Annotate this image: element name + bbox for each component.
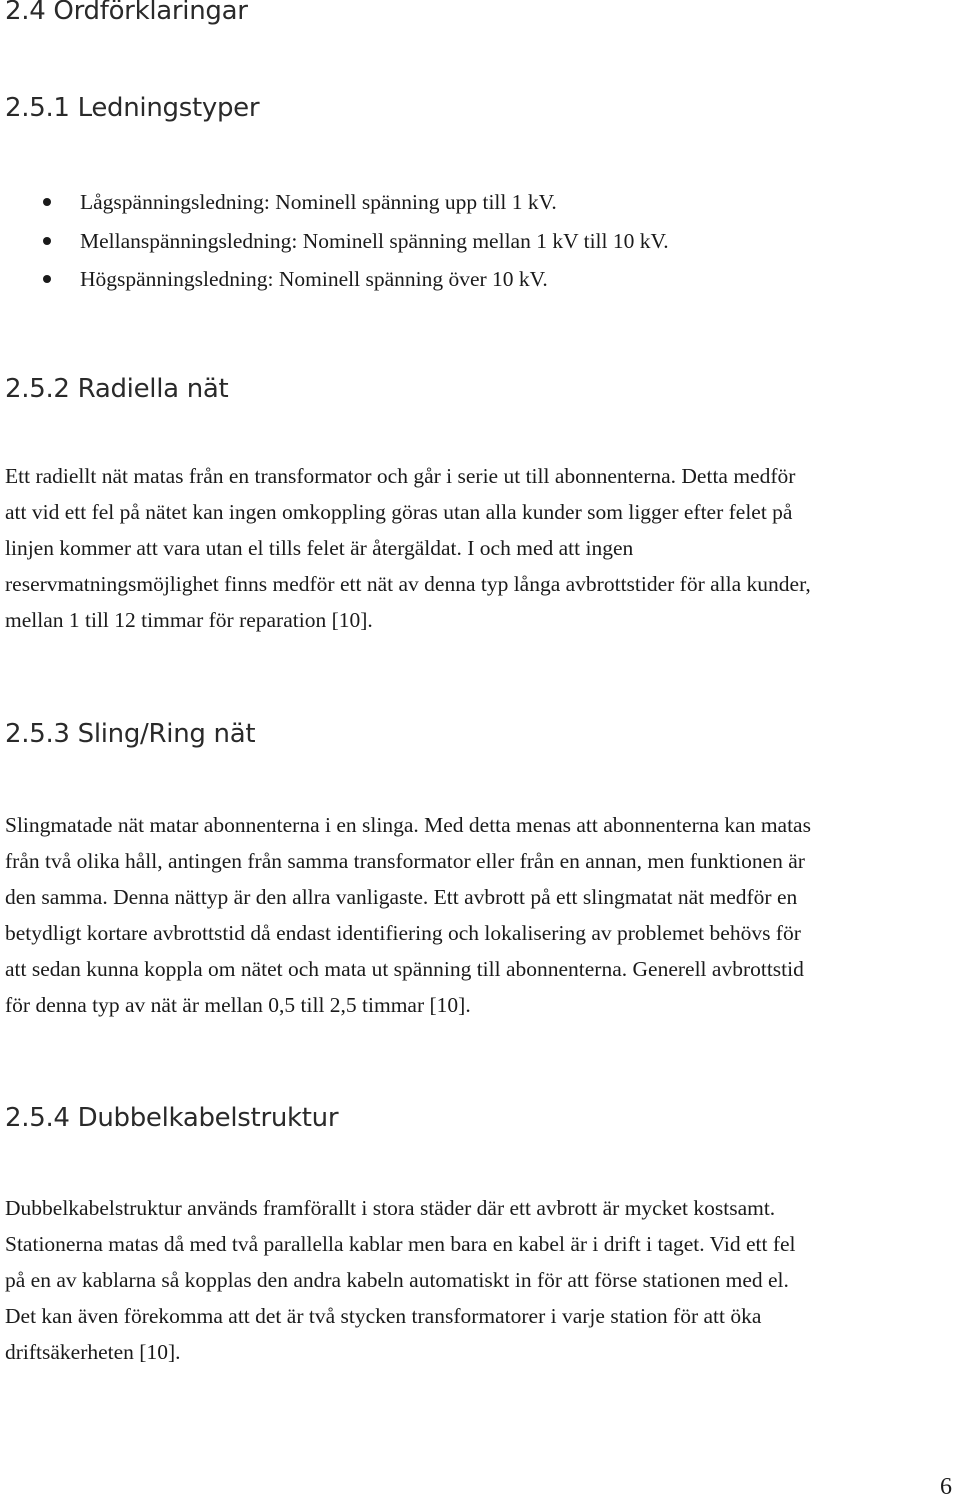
bullet-icon (43, 275, 51, 283)
heading-2-5-2: 2.5.2 Radiella nät (5, 374, 229, 404)
list-item-text: Mellanspänningsledning: Nominell spänning mellan 1 kV till 10 kV. (80, 228, 669, 253)
text-line: att vid ett fel på nätet kan ingen omkoppling göras utan alla kunder som ligger efter felet på (5, 500, 793, 524)
list-item-text: Högspänningsledning: Nominell spänning över 10 kV. (80, 267, 548, 291)
text-line: mellan 1 till 12 timmar för reparation [10]. (5, 608, 373, 632)
text-line: Stationerna matas då med två parallella kablar men bara en kabel är i drift i taget. Vid ett fel (5, 1232, 796, 1256)
list-item (0, 260, 669, 299)
list-item (0, 183, 669, 222)
heading-2-4: 2.4 Ordförklaringar (5, 0, 248, 26)
text-line: betydligt kortare avbrottstid då endast identifiering och lokalisering av problemet behövs för (5, 921, 801, 945)
text-line: reservmatningsmöjlighet finns medför ett nät av denna typ långa avbrottstider för alla kunder, (5, 572, 811, 596)
text-line: Ett radiellt nät matas från en transformator och går i serie ut till abonnenterna. Detta medför (5, 464, 796, 488)
text-line: för denna typ av nät är mellan 0,5 till 2,5 timmar [10]. (5, 993, 471, 1017)
heading-2-5-4: 2.5.4 Dubbelkabelstruktur (5, 1103, 339, 1133)
text-line: på en av kablarna så kopplas den andra kabeln automatiskt in för att förse stationen med el. (5, 1268, 789, 1292)
line-types-list (0, 183, 669, 299)
text-line: driftsäkerheten [10]. (5, 1340, 181, 1364)
heading-2-5-1: 2.5.1 Ledningstyper (5, 93, 260, 123)
bullet-icon (43, 237, 51, 245)
paragraph-sling (5, 807, 955, 1023)
paragraph-radiella (5, 458, 955, 638)
text-line: Dubbelkabelstruktur används framförallt i stora städer där ett avbrott är mycket kostsamt. (5, 1196, 776, 1220)
page-number: 6 (940, 1474, 952, 1500)
text-line: linjen kommer att vara utan el tills felet är återgäldat. I och med att ingen (5, 536, 634, 560)
text-line: att sedan kunna koppla om nätet och mata ut spänning till abonnenterna. Generell avbrottstid (5, 957, 804, 981)
bullet-icon (43, 198, 51, 206)
text-line: från två olika håll, antingen från samma transformator eller från en annan, men funktionen är (5, 849, 805, 873)
list-item-text: Lågspänningsledning: Nominell spänning upp till 1 kV. (80, 190, 557, 214)
text-line: Slingmatade nät matar abonnenterna i en slinga. Med detta menas att abonnenterna kan matas (5, 813, 811, 837)
list-item (0, 222, 669, 261)
paragraph-dubbel (5, 1190, 955, 1370)
text-line: Det kan även förekomma att det är två stycken transformatorer i varje station för att öka (5, 1304, 762, 1328)
text-line: den samma. Denna nättyp är den allra vanligaste. Ett avbrott på ett slingmatat nät medför en (5, 885, 798, 909)
heading-2-5-3: 2.5.3 Sling/Ring nät (5, 719, 256, 749)
